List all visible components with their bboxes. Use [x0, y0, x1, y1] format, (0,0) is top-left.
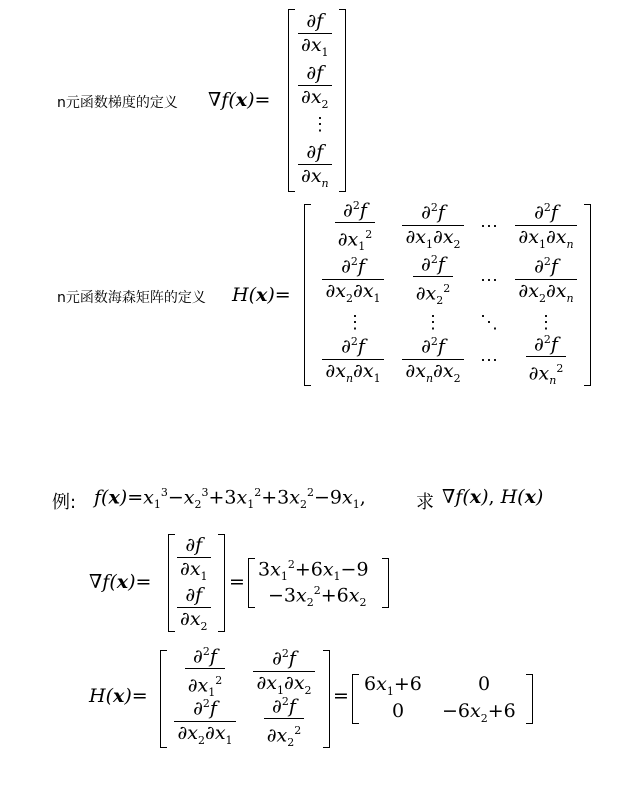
example-hessian-result-2-2: $-6x_2+6$: [442, 700, 516, 725]
example-gradient-lhs: ∇f(x)=: [89, 571, 152, 593]
hessian-cell-n-2: $\frac{\partial^2f}{\partial x_n\partial x_2}$: [396, 336, 470, 384]
example-hessian-bracket-right: [323, 650, 330, 748]
hessian-cell-n-n: $\frac{\partial^2f}{\partial x_n^2}$: [508, 336, 584, 384]
example-hessian-result-1-2: 0: [478, 673, 491, 695]
example-gradient-bracket-left: [168, 534, 175, 632]
hessian-bracket-right: [584, 204, 591, 386]
hessian-lhs: H(x)=: [232, 284, 291, 306]
example-gradient-equals: =: [229, 571, 245, 593]
example-targets: ∇f(x), H(x): [442, 486, 544, 508]
example-hessian-cell-1-2: $\frac{\partial^2f}{\partial x_1\partial x_2}$: [246, 648, 322, 696]
hessian-cell-2-2: $\frac{\partial^2f}{\partial x_2^2}$: [396, 256, 470, 304]
example-label: 例:: [52, 492, 77, 513]
example-gradient-bracket-right: [218, 534, 225, 632]
gradient-entry-2: $\frac{\partial f}{\partial x_2}$: [296, 62, 334, 116]
hessian-cell-2-n: $\frac{\partial^2f}{\partial x_2\partial x_n}$: [508, 256, 584, 304]
hessian-vdots-1: ⋮: [346, 311, 364, 333]
example-gradient-result-bracket-left: [248, 558, 255, 608]
example-hessian-cell-2-1: $\frac{\partial^2f}{\partial x_2\partial x_1}$: [166, 698, 244, 746]
example-gradient-result-1: $3x_1^2+6x_1-9$: [258, 558, 369, 584]
gradient-vdots: ⋮: [311, 114, 329, 135]
hessian-definition-label: n元函数海森矩阵的定义: [57, 290, 206, 306]
hessian-ddots: ⋱: [480, 311, 498, 333]
example-hessian-result-2-1: 0: [392, 700, 405, 722]
example-hessian-result-bracket-right: [526, 674, 533, 724]
example-hessian-result-bracket-left: [352, 674, 359, 724]
hessian-hdots-2: ⋯: [480, 269, 498, 291]
hessian-cell-1-2: $\frac{\partial^2f}{\partial x_1\partial x_2}$: [396, 202, 470, 250]
gradient-lhs: ∇f(x)=: [208, 89, 271, 111]
gradient-entry-1: $\frac{\partial f}{\partial x_1}$: [296, 10, 334, 64]
example-function: $f(x)=x_1^3-x_2^3+3x_1^2+3x_2^2-9x_1$,: [94, 486, 366, 512]
example-hessian-lhs: H(x)=: [89, 685, 148, 707]
hessian-cell-n-1: $\frac{\partial^2f}{\partial x_n\partial x_1}$: [312, 336, 394, 384]
hessian-hdots-n: ⋯: [480, 349, 498, 371]
example-gradient-result-bracket-right: [382, 558, 389, 608]
gradient-bracket-right: [339, 9, 346, 192]
example-gradient-result-2: $-3x_2^2+6x_2$: [268, 584, 367, 610]
hessian-bracket-left: [304, 204, 311, 386]
example-gradient-entry-2: $\frac{\partial f}{\partial x_2}$: [175, 584, 213, 638]
hessian-cell-2-1: $\frac{\partial^2f}{\partial x_2\partial x_1}$: [312, 256, 394, 304]
gradient-definition-label: n元函数梯度的定义: [57, 95, 178, 111]
example-hessian-equals: =: [333, 685, 349, 707]
hessian-hdots-1: ⋯: [480, 215, 498, 237]
hessian-vdots-n: ⋮: [537, 311, 555, 333]
example-seek-label: 求: [416, 492, 434, 513]
hessian-cell-1-n: $\frac{\partial^2f}{\partial x_1\partial x_n}$: [508, 202, 584, 250]
hessian-cell-1-1: $\frac{\partial^2f}{\partial x_1^2}$: [316, 202, 394, 250]
hessian-vdots-2: ⋮: [424, 311, 442, 333]
gradient-entry-n: $\frac{\partial f}{\partial x_n}$: [296, 141, 334, 195]
example-hessian-cell-1-1: $\frac{\partial^2f}{\partial x_1^2}$: [168, 648, 242, 696]
example-hessian-result-1-1: $6x_1+6$: [364, 673, 422, 698]
gradient-bracket-left: [288, 9, 295, 192]
example-hessian-cell-2-2: $\frac{\partial^2f}{\partial x_2^2}$: [246, 698, 322, 746]
example-gradient-entry-1: $\frac{\partial f}{\partial x_1}$: [175, 534, 213, 588]
